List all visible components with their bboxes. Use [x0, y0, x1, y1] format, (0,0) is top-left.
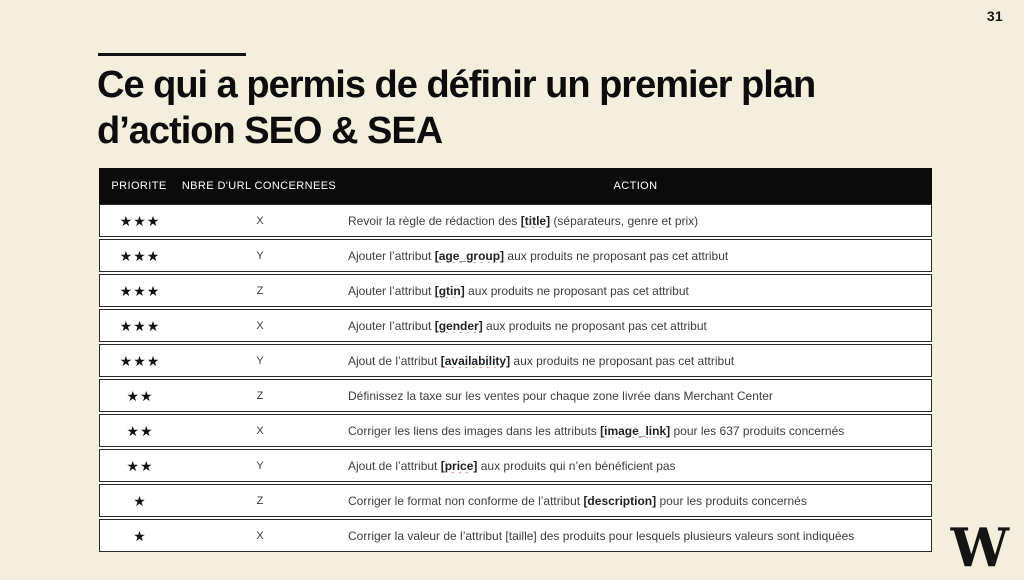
url-count-value: Z	[256, 389, 264, 402]
action-text	[340, 214, 931, 228]
page-title	[97, 62, 977, 154]
action-text-segment: Corriger les liens des images dans les attributs	[348, 423, 601, 438]
action-text	[340, 284, 931, 298]
column-header-nbre-url-concernees: NBRE D'URL CONCERNEES	[181, 180, 337, 192]
action-text	[340, 354, 931, 368]
action-text-segment: aux produits ne proposant pas cet attribut	[482, 318, 707, 333]
attribute-token: [description]	[583, 493, 657, 508]
priority-stars: ★	[133, 492, 147, 509]
page-title-line-1: Ce qui a permis de définir un premier plan	[97, 64, 816, 106]
action-text-segment: Ajouter l’attribut	[348, 318, 435, 333]
priority-stars: ★★★	[119, 212, 161, 229]
attribute-token: [image_link]	[600, 423, 671, 438]
attribute-token: [age_group]	[434, 248, 505, 263]
table-row	[99, 239, 932, 272]
table-row	[99, 519, 932, 552]
url-count-value: X	[256, 214, 264, 227]
page-number: 31	[986, 8, 1003, 24]
action-text-segment: Ajout de l’attribut	[348, 353, 441, 368]
priority-stars: ★★★	[119, 352, 161, 369]
action-text-segment: aux produits qui n’en bénéficient pas	[477, 458, 676, 473]
attribute-token: [gtin]	[434, 283, 465, 298]
action-text-segment: pour les produits concernés	[656, 493, 807, 508]
priority-stars: ★★★	[119, 317, 161, 334]
table-body	[99, 204, 932, 552]
action-text-segment: Ajouter l’attribut	[348, 248, 435, 263]
table-row	[99, 309, 932, 342]
action-text	[340, 389, 931, 403]
title-rule	[98, 53, 246, 56]
url-count-value: Y	[256, 249, 264, 262]
priority-stars: ★★★	[119, 282, 161, 299]
action-text-segment: aux produits ne proposant pas cet attribut	[464, 283, 689, 298]
action-text	[340, 459, 931, 473]
column-header-priorite: PRIORITE	[111, 180, 167, 192]
url-count-value: Z	[256, 494, 264, 507]
table-row	[99, 484, 932, 517]
action-text-segment: pour les 637 produits concernés	[670, 423, 845, 438]
priority-stars: ★★★	[119, 247, 161, 264]
url-count-value: Z	[256, 284, 264, 297]
table-row	[99, 344, 932, 377]
url-count-value: X	[256, 529, 264, 542]
priority-stars: ★★	[126, 387, 154, 404]
table-row	[99, 449, 932, 482]
attribute-token: [price]	[440, 458, 478, 473]
attribute-token: [title]	[520, 213, 551, 228]
action-text-segment: Ajouter l’attribut	[348, 283, 435, 298]
url-count-value: Y	[256, 354, 264, 367]
url-count-value: X	[256, 319, 264, 332]
action-text	[340, 494, 931, 508]
table-row	[99, 414, 932, 447]
action-text	[340, 424, 931, 438]
action-text-segment: aux produits ne proposant pas cet attribut	[510, 353, 735, 368]
url-count-value: Y	[256, 459, 264, 472]
priority-stars: ★★	[126, 422, 154, 439]
action-text-segment: Définissez la taxe sur les ventes pour chaque zone livrée dans Merchant Center	[348, 388, 773, 403]
attribute-token: [gender]	[434, 318, 483, 333]
column-header-action: ACTION	[613, 180, 658, 192]
action-text	[340, 529, 931, 543]
attribute-token: [availability]	[440, 353, 511, 368]
table-header-row	[99, 168, 932, 204]
action-plan-table	[99, 168, 932, 552]
page-title-line-2: d’action SEO & SEA	[97, 110, 443, 152]
action-text	[340, 249, 931, 263]
table-row	[99, 204, 932, 237]
action-text-segment: Corriger le format non conforme de l’attribut	[348, 493, 584, 508]
table-row	[99, 379, 932, 412]
priority-stars: ★	[133, 527, 147, 544]
action-text-segment: Ajout de l’attribut	[348, 458, 441, 473]
action-text-segment: Corriger la valeur de l’attribut [taille] des produits pour lesquels plusieurs valeurs sont indiquées	[348, 528, 855, 543]
action-text-segment: aux produits ne proposant pas cet attribut	[504, 248, 729, 263]
table-row	[99, 274, 932, 307]
action-text	[340, 319, 931, 333]
priority-stars: ★★	[126, 457, 154, 474]
action-text-segment: Revoir la règle de rédaction des	[348, 213, 521, 228]
brand-logo-w: W	[950, 517, 1009, 580]
url-count-value: X	[256, 424, 264, 437]
action-text-segment: (séparateurs, genre et prix)	[550, 213, 699, 228]
